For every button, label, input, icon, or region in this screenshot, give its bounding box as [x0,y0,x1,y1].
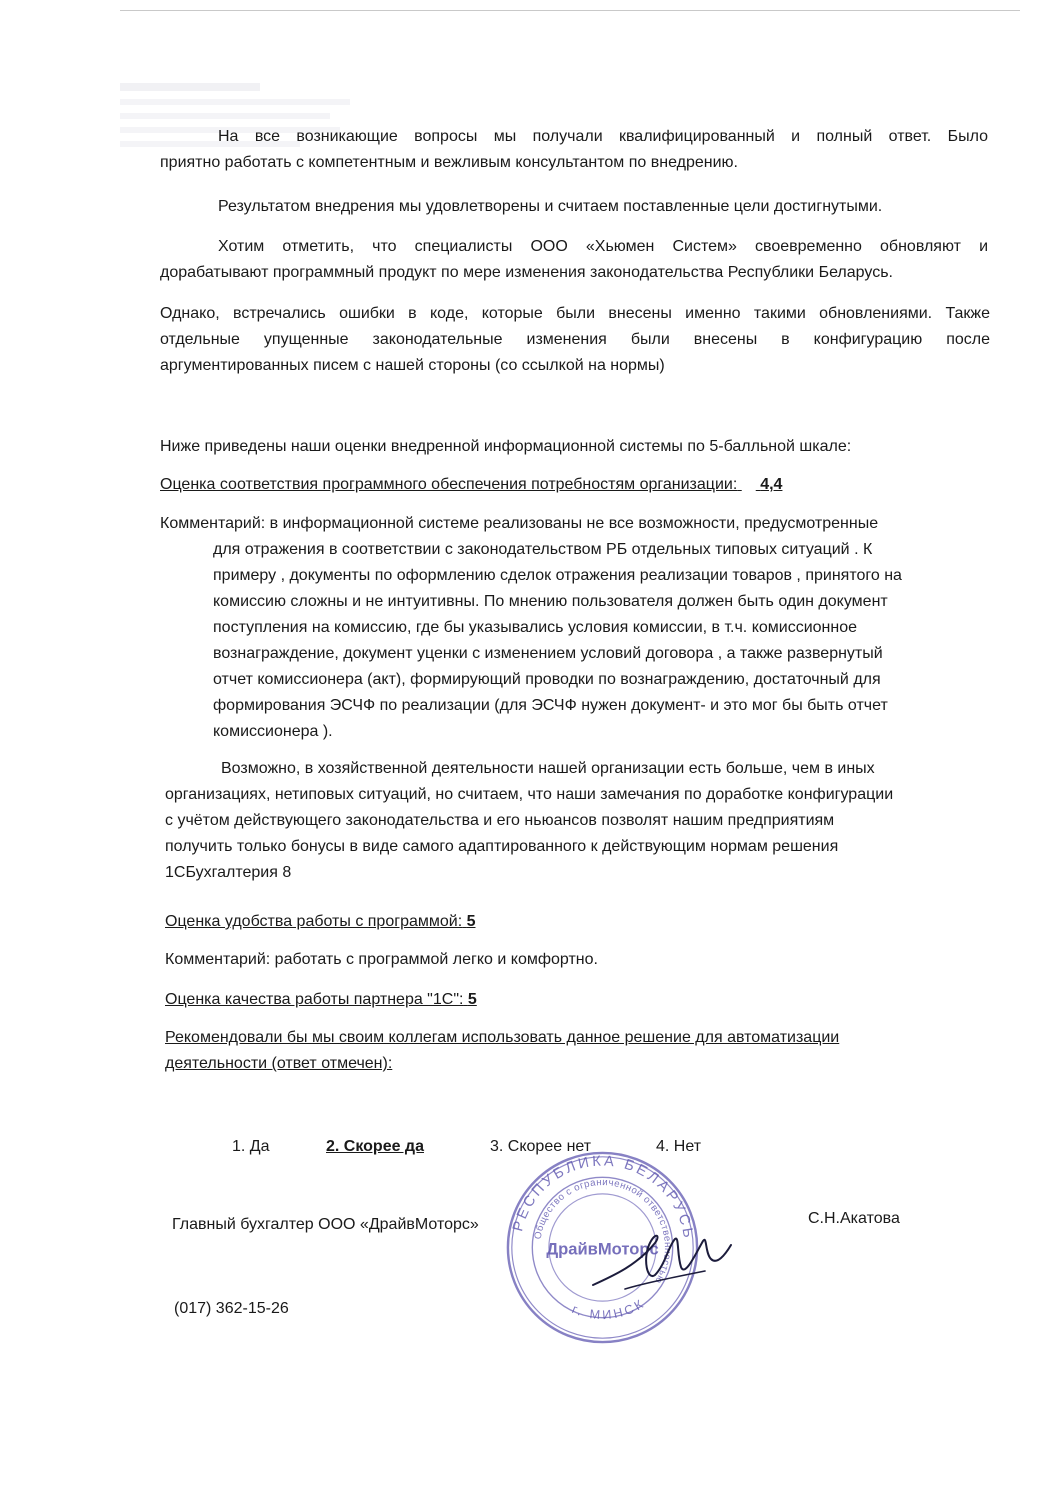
rating-usability-value: 5 [466,913,476,930]
comment-conformity-line9: комиссионера ). [213,723,333,740]
paragraph-errors-line2: отдельные упущенные законодательные изменения были внесены в конфигурацию после [160,331,990,348]
signer-position: Главный бухгалтер ООО «ДрайвМоторс» [172,1216,479,1233]
paragraph-updates-line1: Хотим отметить, что специалисты ООО «Хьюмен Систем» своевременно обновляют и [218,238,988,255]
option-rather-yes-label: 2. Скорее да [326,1138,424,1155]
rating-partner-label: Оценка качества работы партнера "1С": [165,991,464,1008]
option-rather-no: 3. Скорее нет [490,1138,592,1155]
paragraph-consultation-line1: На все возникающие вопросы мы получали квалифицированный и полный ответ. Было [218,128,988,145]
comment-atypical-line2: организациях, нетиповых ситуаций, но считаем, что наши замечания по доработке конфигурации [165,786,894,803]
stamp-company-name: ДрайвМоторс [546,1239,659,1259]
option-yes: 1. Да [232,1138,270,1155]
comment-conformity-line2: для отражения в соответствии с законодательством РБ отдельных типовых ситуаций . К [213,541,873,558]
comment-atypical-line4: получить только бонусы в виде самого адаптированного к действующим нормам решения [165,838,839,855]
comment-conformity-line1: Комментарий: в информационной системе реализованы не все возможности, предусмотренные [160,515,879,532]
comment-atypical-line1: Возможно, в хозяйственной деятельности нашей организации есть больше, чем в иных [221,760,875,777]
rating-usability [165,909,585,935]
recommend-question-line1: Рекомендовали бы мы своим коллегам использовать данное решение для автоматизации [165,1029,840,1046]
paragraph-errors-line3: аргументированных писем с нашей стороны (со ссылкой на нормы) [160,357,665,374]
comment-atypical-line3: с учётом действующего законодательства и его ньюансов позволят нашим предприятиям [165,812,835,829]
rating-conformity-value: 4,4 [760,476,783,493]
paragraph-updates-line2: дорабатывают программный продукт по мере изменения законодательства Республики Беларусь. [160,264,893,281]
comment-conformity-line3: примеру , документы по оформлению сделок отражения реализации товаров , принятого на [213,567,902,584]
stamp-org-form-text: Общество с ограниченной ответственностью [532,1177,673,1286]
rating-partner-value: 5 [467,991,477,1008]
comment-conformity-line4: комиссию сложны и не интуитивны. По мнению пользователя должен быть один документ [213,593,888,610]
page-top-rule [120,10,1020,11]
rating-partner [165,987,585,1013]
comment-usability: Комментарий: работать с программой легко и комфортно. [165,951,598,968]
handwritten-signature [585,1215,735,1305]
comment-conformity-line5: поступления на комиссию, где бы указывались условия комиссии, в т.ч. комиссионное [213,619,858,636]
option-rather-yes [326,1134,476,1160]
stamp-city-text: г. МИНСК [570,1295,648,1323]
rating-usability-label: Оценка удобства работы с программой: [165,913,463,930]
paragraph-errors-line1: Однако, встречались ошибки в коде, которые были внесены именно такими обновлениями. Также [160,305,990,322]
scale-intro: Ниже приведены наши оценки внедренной информационной системы по 5-балльной шкале: [160,438,852,455]
paragraph-satisfaction: Результатом внедрения мы удовлетворены и считаем поставленные цели достигнутыми. [218,198,883,215]
contact-phone: (017) 362-15-26 [174,1300,289,1317]
comment-conformity-line8: формирования ЭСЧФ по реализации (для ЭСЧФ нужен документ- и это мог бы быть отчет [213,697,888,714]
recommend-question-line2: деятельности (ответ отмечен): [165,1055,393,1072]
rating-conformity [160,472,960,498]
comment-conformity-line6: вознаграждение, документ уценки с изменением условий договора , а также развернутый [213,645,883,662]
stamp-country-text: РЕСПУБЛИКА БЕЛАРУСЬ [510,1153,697,1242]
comment-conformity-line7: отчет комиссионера (акт), формирующий проводки по вознаграждению, достаточный для [213,671,881,688]
paragraph-consultation-line2: приятно работать с компетентным и вежливым консультантом по внедрению. [160,154,738,171]
comment-atypical-line5: 1СБухгалтерия 8 [165,864,292,881]
option-no: 4. Нет [656,1138,702,1155]
rating-conformity-label: Оценка соответствия программного обеспечения потребностям организации: [160,476,738,493]
signer-name: С.Н.Акатова [808,1210,900,1227]
